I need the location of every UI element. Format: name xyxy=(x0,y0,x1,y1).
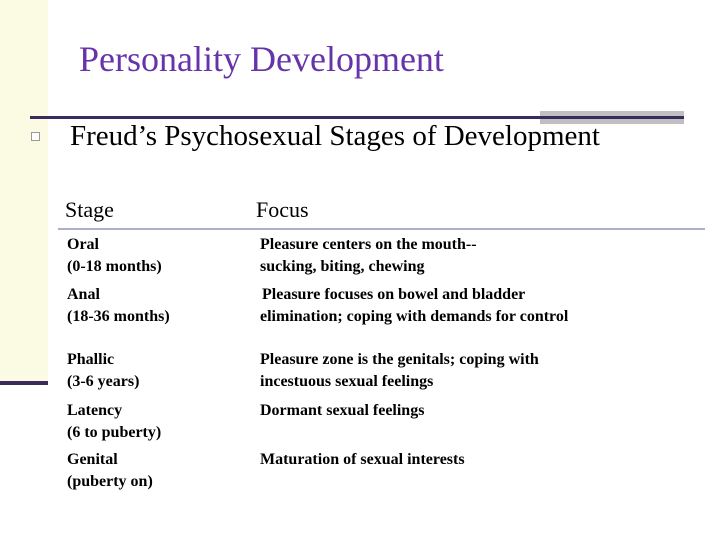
title-divider-accent-line xyxy=(540,116,684,119)
stage-name: Oral xyxy=(67,236,99,253)
column-header-stage: Stage xyxy=(65,197,114,222)
stage-focus: incestuous sexual feelings xyxy=(260,373,434,390)
column-header-focus: Focus xyxy=(256,197,309,222)
square-bullet-icon xyxy=(31,132,40,141)
left-accent-rule xyxy=(0,381,48,385)
stage-ages: (0-18 months) xyxy=(67,258,162,275)
header-divider xyxy=(58,228,705,230)
stage-name: Phallic xyxy=(67,351,115,368)
stage-name: Latency xyxy=(67,402,123,419)
bullet-heading: Freud’s Psychosexual Stages of Development xyxy=(70,120,600,152)
stage-focus: elimination; coping with demands for control xyxy=(260,308,569,325)
stage-ages: (3-6 years) xyxy=(67,373,140,390)
stage-focus: Pleasure centers on the mouth-- xyxy=(260,236,477,253)
stage-focus: Pleasure focuses on bowel and bladder xyxy=(262,286,526,303)
slide-title: Personality Development xyxy=(79,39,444,79)
stage-ages: (puberty on) xyxy=(67,473,153,490)
stage-name: Genital xyxy=(67,451,118,468)
stage-focus: Maturation of sexual interests xyxy=(260,451,465,468)
stage-name: Anal xyxy=(67,286,100,303)
title-divider xyxy=(30,116,540,119)
stage-focus: Pleasure zone is the genitals; coping with xyxy=(260,351,539,368)
stage-ages: (18-36 months) xyxy=(67,308,170,325)
stage-focus: Dormant sexual feelings xyxy=(260,402,425,419)
left-accent-panel xyxy=(0,0,48,384)
stage-focus: sucking, biting, chewing xyxy=(260,258,425,275)
stage-ages: (6 to puberty) xyxy=(67,424,162,441)
